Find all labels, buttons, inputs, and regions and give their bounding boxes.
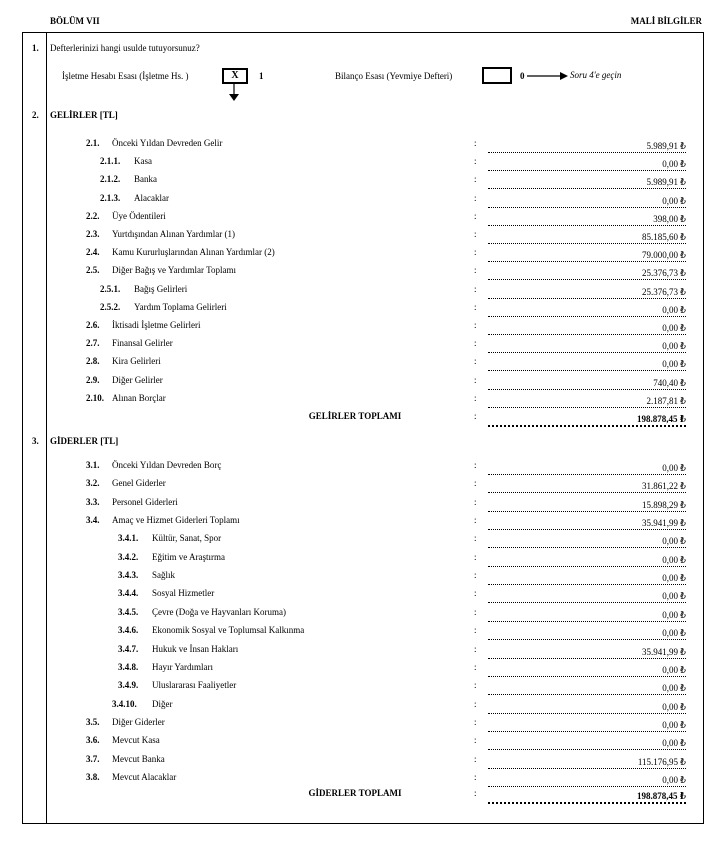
- colon: :: [474, 716, 477, 727]
- line-label: Kamu Kururluşlarından Alınan Yardımlar (2): [112, 247, 275, 258]
- line-code: 3.4.7.: [118, 643, 139, 654]
- line-value: 0,00 ₺: [488, 665, 686, 677]
- line-code: 2.1.1.: [100, 156, 121, 167]
- colon: :: [474, 570, 477, 581]
- total-row: [0, 788, 726, 803]
- line-label: İktisadi İşletme Gelirleri: [112, 320, 201, 330]
- line-value: 0,00 ₺: [488, 536, 686, 548]
- line-item: [0, 302, 726, 317]
- line-code: 3.4.2.: [118, 551, 139, 562]
- colon: :: [474, 301, 477, 312]
- line-label: Bağış Gelirleri: [134, 283, 188, 294]
- line-value: 0,00 ₺: [488, 305, 686, 317]
- line-code: 2.7.: [86, 338, 100, 349]
- colon: :: [474, 283, 477, 294]
- line-item: [0, 174, 726, 189]
- colon: :: [474, 411, 477, 421]
- colon: :: [474, 460, 477, 470]
- line-code: 3.3.: [86, 496, 100, 507]
- line-item: [0, 460, 726, 475]
- line-item: [0, 735, 726, 750]
- line-item: [0, 552, 726, 567]
- q1-number: 1.: [32, 43, 39, 53]
- line-label: Eğitim ve Araştırma: [152, 551, 225, 562]
- line-value: 398,00 ₺: [488, 214, 686, 226]
- line-value: 0,00 ₺: [488, 702, 686, 714]
- line-code: 2.2.: [86, 210, 100, 221]
- line-value: 0,00 ₺: [488, 683, 686, 695]
- line-value: 15.898,29 ₺: [488, 500, 686, 512]
- line-item: [0, 772, 726, 787]
- line-label: Mevcut Banka: [112, 753, 165, 764]
- line-code: 3.4.8.: [118, 661, 139, 672]
- colon: :: [474, 265, 477, 276]
- q1-option-1-label: İşletme Hesabı Esası (İşletme Hs. ): [62, 71, 189, 81]
- line-code: 2.10.: [86, 392, 104, 403]
- line-code: 2.1.3.: [100, 192, 121, 203]
- line-value: 31.861,22 ₺: [488, 481, 686, 493]
- line-label: Kira Gelirleri: [112, 356, 161, 367]
- q1-question: Defterlerinizi hangi usulde tutuyorsunuz?: [50, 43, 200, 53]
- line-code: 2.4.: [86, 247, 100, 258]
- line-code: 3.7.: [86, 753, 100, 764]
- line-value: 79.000,00 ₺: [488, 250, 686, 262]
- line-item: [0, 754, 726, 769]
- down-arrow-icon: [228, 84, 240, 102]
- colon: :: [474, 210, 477, 221]
- colon: :: [474, 374, 477, 385]
- line-item: [0, 211, 726, 226]
- colon: :: [474, 661, 477, 672]
- line-code: 2.5.1.: [100, 283, 121, 294]
- line-value: 5.989,91 ₺: [488, 177, 686, 189]
- colon: :: [474, 496, 477, 507]
- colon: :: [474, 625, 477, 636]
- colon: :: [474, 138, 477, 148]
- total-label: GELİRLER TOPLAMI: [308, 411, 402, 421]
- colon: :: [474, 320, 477, 330]
- colon: :: [474, 698, 477, 709]
- line-label: Amaç ve Hizmet Giderleri Toplamı: [112, 515, 240, 526]
- line-item: [0, 193, 726, 208]
- line-item: [0, 138, 726, 153]
- line-code: 2.5.: [86, 265, 100, 276]
- line-item: [0, 356, 726, 371]
- line-value: 2.187,81 ₺: [488, 396, 686, 408]
- line-code: 2.8.: [86, 356, 100, 367]
- line-item: [0, 717, 726, 732]
- line-item: [0, 247, 726, 262]
- section-heading: BÖLÜM VII: [50, 16, 100, 26]
- line-code: 3.4.9.: [118, 680, 139, 691]
- line-item: [0, 375, 726, 390]
- colon: :: [474, 588, 477, 599]
- line-value: 35.941,99 ₺: [488, 647, 686, 659]
- colon: :: [474, 551, 477, 562]
- total-row: [0, 411, 726, 426]
- line-value: 25.376,73 ₺: [488, 268, 686, 280]
- line-item: [0, 320, 726, 335]
- line-value: 0,00 ₺: [488, 159, 686, 171]
- line-value: 35.941,99 ₺: [488, 518, 686, 530]
- line-label: Uluslararası Faaliyetler: [152, 680, 237, 691]
- line-code: 3.2.: [86, 478, 100, 489]
- line-value: 740,40 ₺: [488, 378, 686, 390]
- giderler-title: GİDERLER [TL]: [50, 436, 119, 446]
- q1-option-2-label: Bilanço Esası (Yevmiye Defteri): [335, 71, 453, 81]
- line-item: [0, 393, 726, 408]
- line-code: 3.6.: [86, 735, 100, 746]
- line-value: 25.376,73 ₺: [488, 287, 686, 299]
- line-value: 0,00 ₺: [488, 463, 686, 475]
- colon: :: [474, 606, 477, 617]
- line-item: [0, 515, 726, 530]
- q1-option-2-code: 0: [520, 71, 525, 81]
- line-code: 3.4.1.: [118, 533, 139, 544]
- line-label: Üye Ödentileri: [112, 210, 166, 221]
- line-label: Diğer Gelirler: [112, 374, 163, 385]
- line-item: [0, 533, 726, 548]
- line-label: Mevcut Alacaklar: [112, 771, 177, 782]
- colon: :: [474, 392, 477, 403]
- line-code: 2.1.: [86, 138, 100, 148]
- line-label: Diğer Bağış ve Yardımlar Toplamı: [112, 265, 236, 276]
- line-item: [0, 265, 726, 280]
- line-code: 2.1.2.: [100, 174, 121, 185]
- line-label: Genel Giderler: [112, 478, 166, 489]
- line-label: Kültür, Sanat, Spor: [152, 533, 222, 544]
- line-item: [0, 644, 726, 659]
- line-item: [0, 497, 726, 512]
- colon: :: [474, 680, 477, 691]
- colon: :: [474, 643, 477, 654]
- section-title-right: MALİ BİLGİLER: [630, 16, 702, 26]
- line-label: Çevre (Doğa ve Hayvanları Koruma): [152, 606, 286, 617]
- line-label: Alacaklar: [134, 192, 169, 203]
- line-code: 2.9.: [86, 374, 100, 385]
- line-item: [0, 229, 726, 244]
- line-code: 3.4.4.: [118, 588, 139, 599]
- line-code: 3.4.10.: [112, 698, 137, 709]
- colon: :: [474, 478, 477, 489]
- colon: :: [474, 356, 477, 367]
- q1-option-1-checkbox[interactable]: X: [222, 68, 248, 84]
- line-value: 5.989,91 ₺: [488, 141, 686, 153]
- line-label: Önceki Yıldan Devreden Gelir: [112, 138, 223, 148]
- line-label: Sağlık: [152, 570, 176, 581]
- line-code: 3.4.3.: [118, 570, 139, 581]
- line-value: 0,00 ₺: [488, 196, 686, 208]
- line-item: [0, 570, 726, 585]
- colon: :: [474, 229, 477, 239]
- line-code: 2.6.: [86, 320, 100, 330]
- line-item: [0, 699, 726, 714]
- line-value: 0,00 ₺: [488, 323, 686, 335]
- colon: :: [474, 174, 477, 185]
- giderler-number: 3.: [32, 436, 39, 446]
- q1-option-1-code: 1: [259, 71, 264, 81]
- line-code: 3.4.5.: [118, 606, 139, 617]
- q1-option-2-checkbox[interactable]: [482, 67, 512, 84]
- line-label: Yurtdışından Alınan Yardımlar (1): [112, 229, 235, 239]
- line-label: Kasa: [134, 156, 152, 167]
- line-code: 3.1.: [86, 460, 100, 470]
- line-label: Personel Giderleri: [112, 496, 178, 507]
- line-code: 2.3.: [86, 229, 100, 239]
- line-label: Ekonomik Sosyal ve Toplumsal Kalkınma: [152, 625, 305, 636]
- total-value: 198.878,45 ₺: [488, 791, 686, 804]
- line-value: 85.185,60 ₺: [488, 232, 686, 244]
- line-label: Hukuk ve İnsan Hakları: [152, 643, 239, 654]
- colon: :: [474, 192, 477, 203]
- line-value: 0,00 ₺: [488, 628, 686, 640]
- line-item: [0, 156, 726, 171]
- line-label: Finansal Gelirler: [112, 338, 173, 349]
- line-value: 0,00 ₺: [488, 341, 686, 353]
- gelirler-number: 2.: [32, 110, 39, 120]
- line-item: [0, 607, 726, 622]
- line-item: [0, 284, 726, 299]
- colon: :: [474, 247, 477, 258]
- line-item: [0, 680, 726, 695]
- line-item: [0, 662, 726, 677]
- gelirler-title: GELİRLER [TL]: [50, 110, 118, 120]
- line-label: Mevcut Kasa: [112, 735, 160, 746]
- line-label: Alınan Borçlar: [112, 392, 166, 403]
- colon: :: [474, 753, 477, 764]
- line-value: 0,00 ₺: [488, 738, 686, 750]
- goto-note: Soru 4'e geçin: [570, 70, 622, 80]
- line-code: 3.5.: [86, 716, 100, 727]
- line-item: [0, 588, 726, 603]
- colon: :: [474, 771, 477, 782]
- line-label: Banka: [134, 174, 157, 185]
- line-item: [0, 338, 726, 353]
- line-code: 3.4.6.: [118, 625, 139, 636]
- line-label: Sosyal Hizmetler: [152, 588, 215, 599]
- line-item: [0, 478, 726, 493]
- line-code: 2.5.2.: [100, 301, 121, 312]
- line-label: Önceki Yıldan Devreden Borç: [112, 460, 222, 470]
- total-label: GİDERLER TOPLAMI: [308, 788, 402, 798]
- line-value: 0,00 ₺: [488, 720, 686, 732]
- colon: :: [474, 338, 477, 349]
- line-label: Yardım Toplama Gelirleri: [134, 301, 227, 312]
- colon: :: [474, 788, 477, 798]
- line-value: 0,00 ₺: [488, 610, 686, 622]
- line-value: 0,00 ₺: [488, 591, 686, 603]
- line-item: [0, 625, 726, 640]
- total-value: 198.878,45 ₺: [488, 414, 686, 427]
- colon: :: [474, 533, 477, 544]
- line-value: 0,00 ₺: [488, 555, 686, 567]
- line-code: 3.4.: [86, 515, 100, 526]
- line-value: 0,00 ₺: [488, 573, 686, 585]
- right-arrow-icon: [527, 71, 569, 81]
- line-code: 3.8.: [86, 771, 100, 782]
- line-value: 0,00 ₺: [488, 775, 686, 787]
- line-label: Diğer: [152, 698, 173, 709]
- colon: :: [474, 156, 477, 167]
- line-label: Diğer Giderler: [112, 716, 165, 727]
- colon: :: [474, 735, 477, 746]
- line-value: 115.176,95 ₺: [488, 757, 686, 769]
- colon: :: [474, 515, 477, 526]
- line-value: 0,00 ₺: [488, 359, 686, 371]
- line-label: Hayır Yardımları: [152, 661, 213, 672]
